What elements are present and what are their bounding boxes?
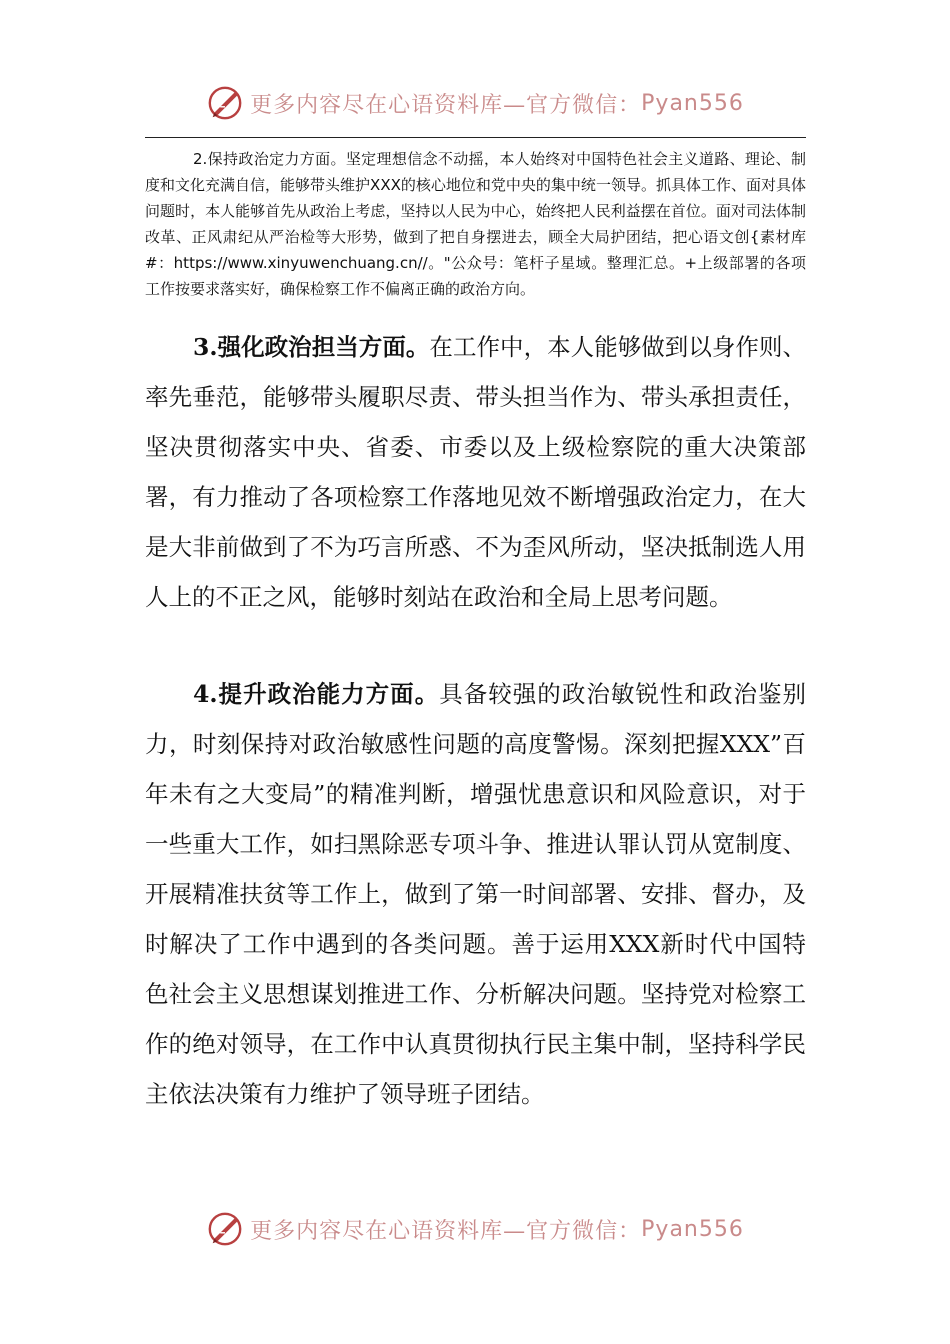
pen-logo-icon: [206, 1210, 244, 1248]
section-4-body: 具备较强的政治敏锐性和政治鉴别力，时刻保持对政治敏感性问题的高度警惕。深刻把握XXX”百年未有之大变局”的精准判断，增强忧患意识和风险意识，对于一些重大工作，如扫黑除恶专项斗争、推进认罪认罚从宽制度、开展精准扶贫等工作上，做到了第一时间部署、安排、督办，及时解决了工作中遇到的各类问题。善于运用XXX新时代中国特色社会主义思想谋划推进工作、分析解决问题。坚持党对检察工作的绝对领导，在工作中认真贯彻执行民主集中制，坚持科学民主依法决策有力维护了领导班子团结。: [145, 680, 806, 1108]
section-4-heading: 4.提升政治能力方面。: [193, 680, 440, 708]
header-divider: [145, 137, 806, 138]
footer-banner: [0, 1204, 950, 1254]
banner-text: 更多内容尽在心语资料库—官方微信：: [250, 1218, 642, 1244]
section-3-body: 在工作中，本人能够做到以身作则、率先垂范，能够带头履职尽责、带头担当作为、带头承担责任，坚决贯彻落实中央、省委、市委以及上级检察院的重大决策部署，有力推动了各项检察工作落地见效不断增强政治定力，在大是大非前做到了不为巧言所惑、不为歪风所动，坚决抵制选人用人上的不正之风，能够时刻站在政治和全局上思考问题。: [145, 333, 806, 611]
section-3-heading: 3.强化政治担当方面。: [193, 333, 430, 361]
header-banner: [0, 78, 950, 128]
section-2-text: 2.保持政治定力方面。坚定理想信念不动摇，本人始终对中国特色社会主义道路、理论、制度和文化充满自信，能够带头维护XXX的核心地位和党中央的集中统一领导。抓具体工作、面对具体问题时，本人能够首先从政治上考虑，坚持以人民为中心，始终把人民利益摆在首位。面对司法体制改革、正风肃纪从严治检等大形势，做到了把自身摆进去，顾全大局护团结，把心语文创{素材库#：https://www.xinyuwenchuang.cn//。"公众号：笔杆子星域。整理汇总。+上级部署的各项工作按要求落实好，确保检察工作不偏离正确的政治方向。: [145, 150, 806, 298]
wechat-id: Pyan556: [641, 1216, 744, 1242]
banner-text: 更多内容尽在心语资料库—官方微信：: [250, 92, 642, 118]
section-4-paragraph: [145, 669, 806, 1119]
wechat-id: Pyan556: [641, 90, 744, 116]
section-2-paragraph: [145, 146, 806, 302]
pen-logo-icon: [206, 84, 244, 122]
section-3-paragraph: [145, 322, 806, 622]
